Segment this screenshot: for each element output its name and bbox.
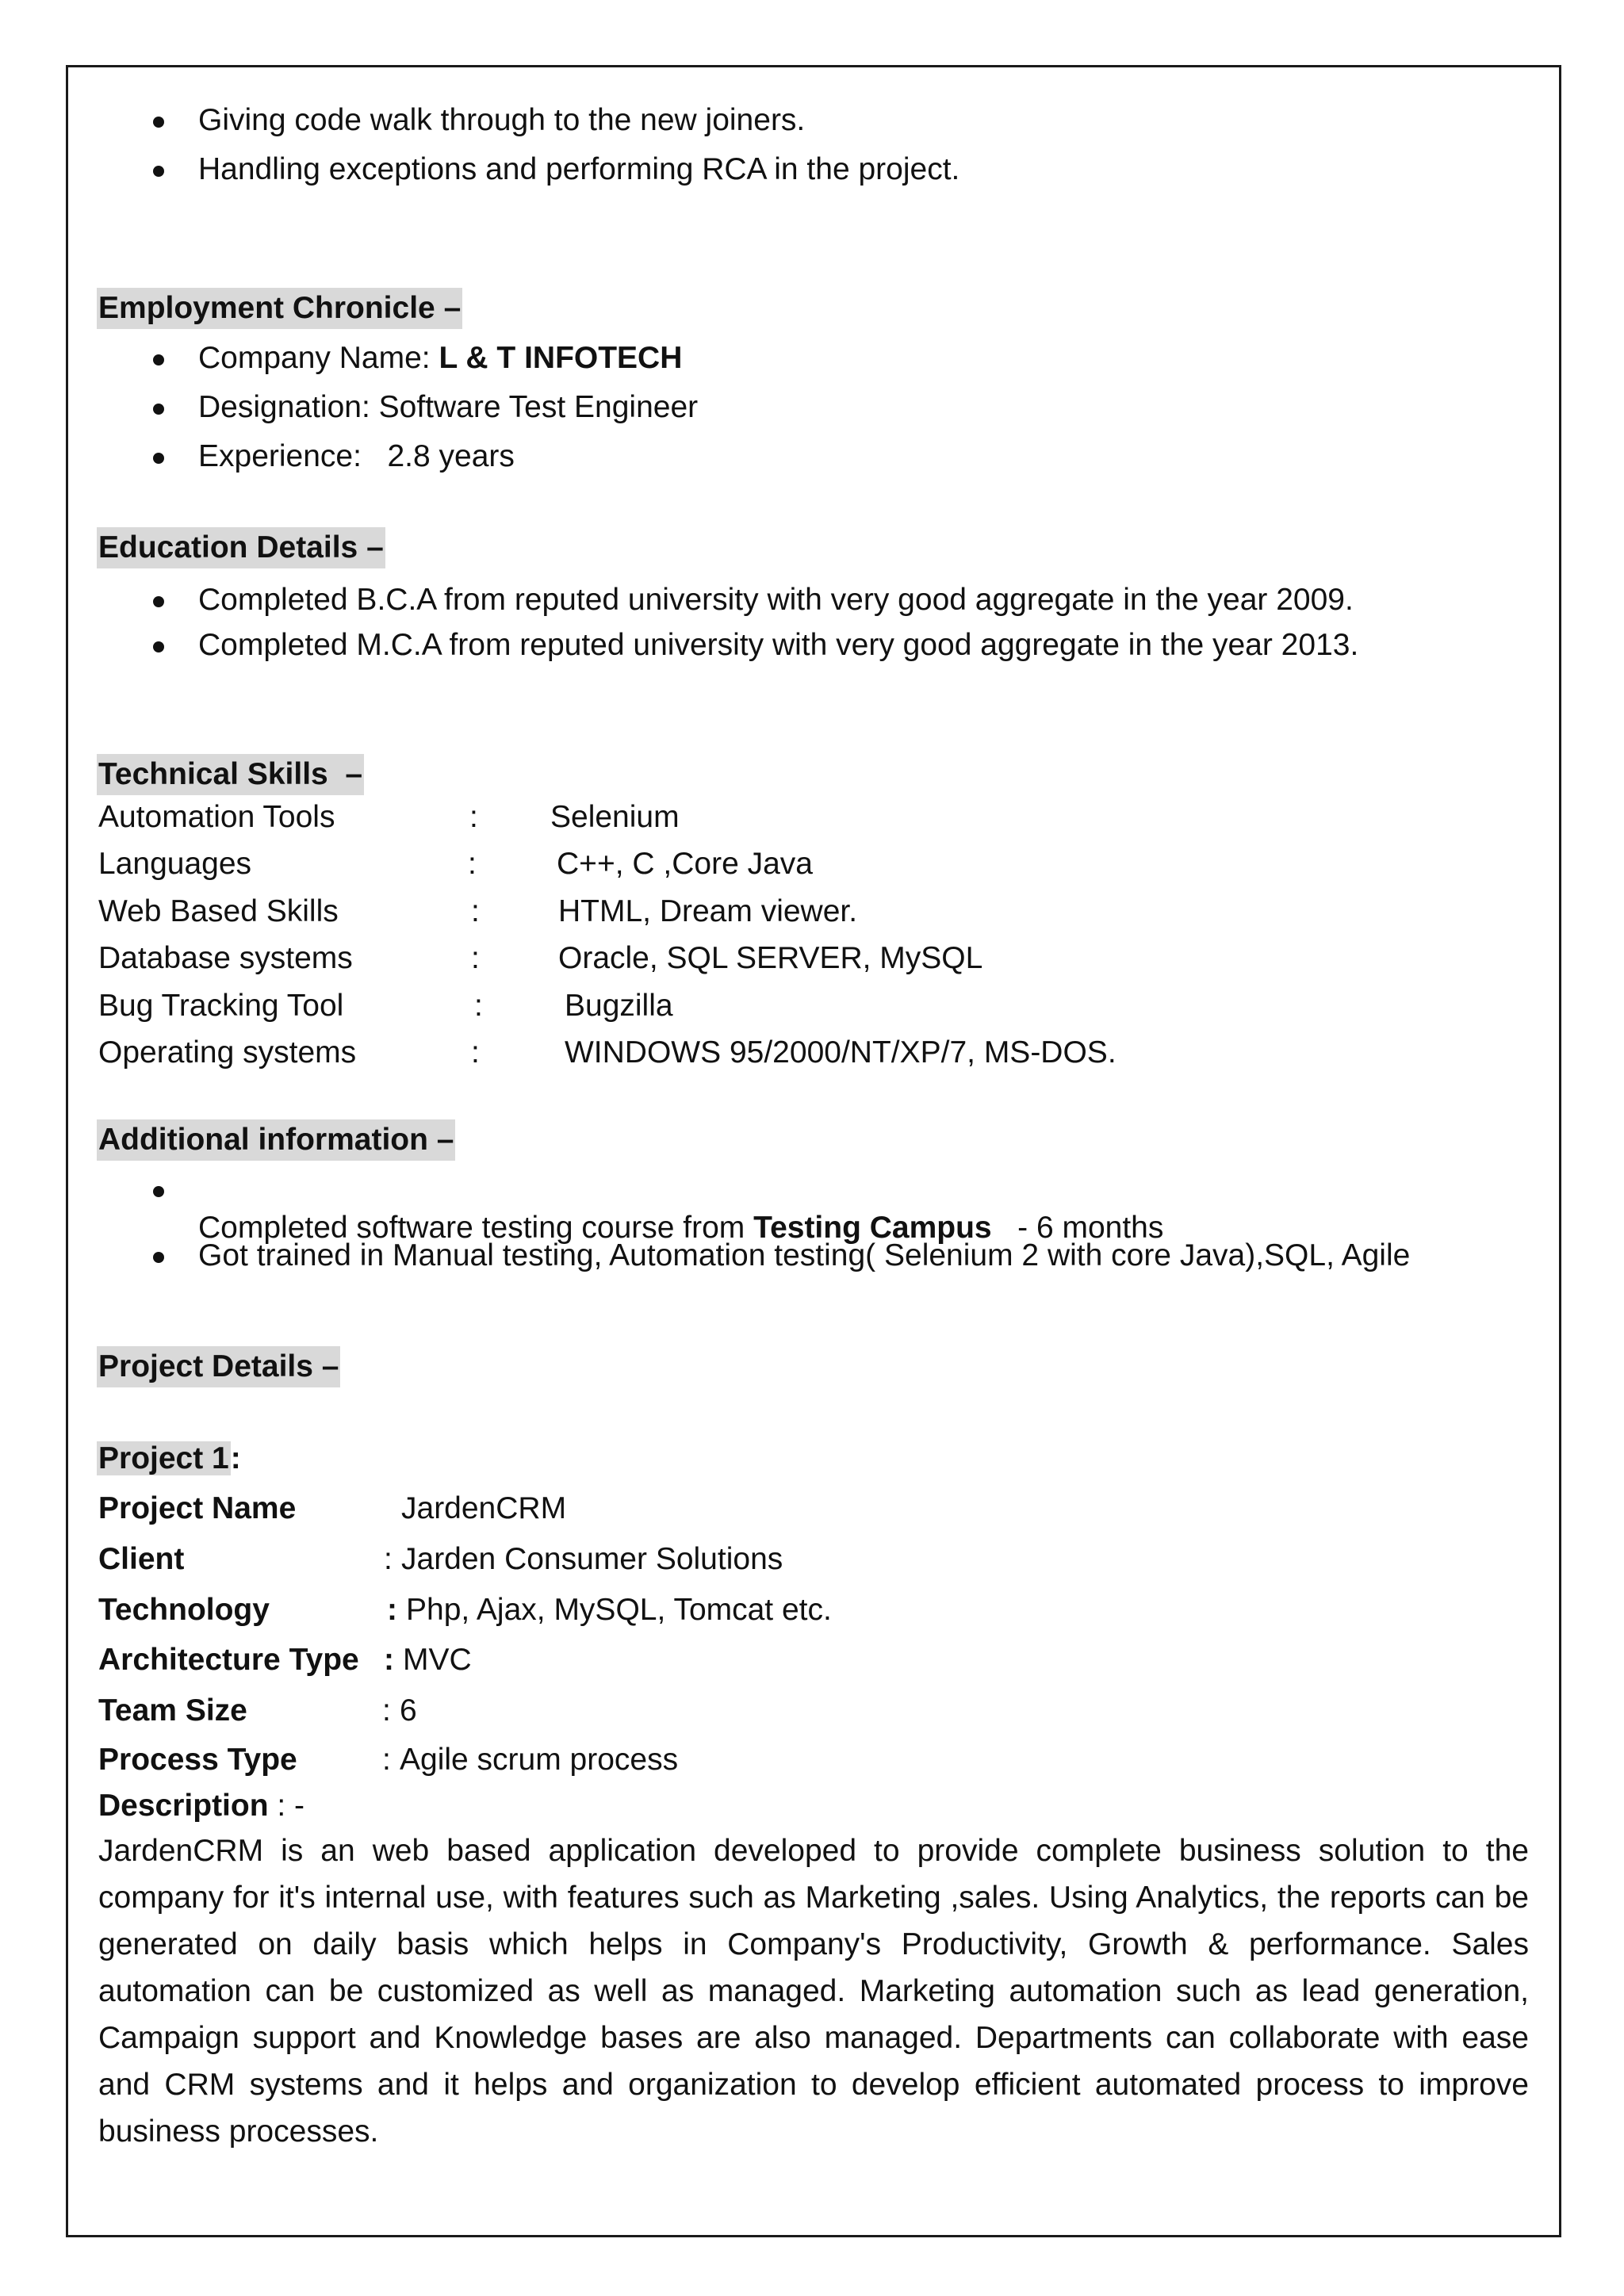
course-duration: - 6 months: [991, 1211, 1164, 1245]
course-institute: Testing Campus: [753, 1211, 992, 1245]
intro-bullet-2: Handling exceptions and performing RCA in the project.: [198, 152, 960, 186]
project-field-sep: :: [382, 1743, 391, 1777]
project-field-label: Technology: [98, 1593, 270, 1627]
skill-separator: :: [474, 989, 483, 1023]
project-field-label: Team Size: [98, 1693, 247, 1728]
bullet-icon: [153, 453, 164, 464]
bullet-icon: [153, 1186, 164, 1197]
project-field-label: Client: [98, 1542, 185, 1576]
bullet-icon: [153, 1252, 164, 1263]
skill-separator: :: [471, 894, 480, 928]
company-line: [198, 339, 682, 377]
project-field-value: JardenCRM: [401, 1491, 567, 1525]
project1-heading-colon: :: [230, 1441, 241, 1475]
project-field-value: 6: [400, 1693, 417, 1728]
bullet-icon: [153, 641, 164, 652]
skill-value: Bugzilla: [565, 989, 673, 1023]
designation-line: Designation: Software Test Engineer: [198, 390, 699, 424]
description-heading: [98, 1787, 304, 1825]
skill-value: WINDOWS 95/2000/NT/XP/7, MS-DOS.: [565, 1035, 1116, 1070]
experience-line: Experience: 2.8 years: [198, 439, 515, 473]
project1-heading: [97, 1438, 241, 1479]
skill-label: Web Based Skills: [98, 894, 339, 928]
skills-heading: Technical Skills –: [97, 754, 364, 795]
employment-heading: Employment Chronicle –: [97, 288, 462, 329]
project-field-sep: :: [384, 1542, 393, 1576]
project-field-value: Agile scrum process: [400, 1743, 679, 1777]
bullet-icon: [153, 166, 164, 177]
intro-bullet-1: Giving code walk through to the new joiners.: [198, 103, 806, 137]
additional-item-2: Got trained in Manual testing, Automation testing( Selenium 2 with core Java),SQL, Agile: [198, 1238, 1411, 1272]
course-prefix: Completed software testing course from: [198, 1211, 754, 1245]
description-suffix: : -: [268, 1789, 305, 1823]
education-heading: Education Details –: [97, 527, 385, 568]
project1-heading-label: Project 1: [98, 1441, 229, 1475]
education-item-2: Completed M.C.A from reputed university with very good aggregate in the year 2013.: [198, 628, 1359, 662]
skill-separator: :: [468, 847, 477, 881]
company-value: L & T INFOTECH: [439, 341, 683, 375]
skill-separator: :: [471, 941, 480, 975]
project-field-value: Php, Ajax, MySQL, Tomcat etc.: [406, 1593, 832, 1627]
project-field-sep: :: [387, 1593, 397, 1627]
bullet-icon: [153, 596, 164, 607]
project-field-label: Project Name: [98, 1491, 297, 1525]
skill-value: HTML, Dream viewer.: [558, 894, 858, 928]
project-field-label: Architecture Type: [98, 1643, 359, 1677]
education-item-1: Completed B.C.A from reputed university with very good aggregate in the year 2009.: [198, 583, 1354, 617]
project-field-value: Jarden Consumer Solutions: [401, 1542, 783, 1576]
skill-separator: :: [471, 1035, 480, 1070]
project-field-sep: :: [382, 1693, 391, 1728]
skill-value: Selenium: [550, 800, 680, 834]
project-field-label: Process Type: [98, 1743, 297, 1777]
project-field-sep: :: [384, 1643, 394, 1677]
description-label: Description: [98, 1789, 269, 1823]
bullet-icon: [153, 354, 164, 365]
skill-value: C++, C ,Core Java: [557, 847, 813, 881]
skill-label: Bug Tracking Tool: [98, 989, 344, 1023]
skill-label: Operating systems: [98, 1035, 357, 1070]
skill-separator: :: [469, 800, 478, 834]
bullet-icon: [153, 117, 164, 128]
skill-value: Oracle, SQL SERVER, MySQL: [558, 941, 983, 975]
bullet-icon: [153, 404, 164, 415]
additional-item-1: [198, 1171, 1163, 1247]
project-field-value: MVC: [403, 1643, 472, 1677]
project-description: JardenCRM is an web based application developed to provide complete business solution to the company for it's internal use, with features such as Marketing ,sales. Using Analytics, the reports can be generated on daily basis which helps in Company's Productivity, Growth & performance. Sales automation can be customized as well as managed. Marketing automation such as lead generation, Campaign support and Knowledge bases are also managed. Departments can collaborate with ease and CRM systems and it helps and organization to develop efficient automated process to improve business processes.: [98, 1834, 1529, 2149]
skill-label: Languages: [98, 847, 252, 881]
project-details-heading: Project Details –: [97, 1346, 340, 1387]
skill-label: Database systems: [98, 941, 353, 975]
company-label: Company Name:: [198, 341, 439, 375]
additional-heading: Additional information –: [97, 1119, 455, 1161]
skill-label: Automation Tools: [98, 800, 335, 834]
